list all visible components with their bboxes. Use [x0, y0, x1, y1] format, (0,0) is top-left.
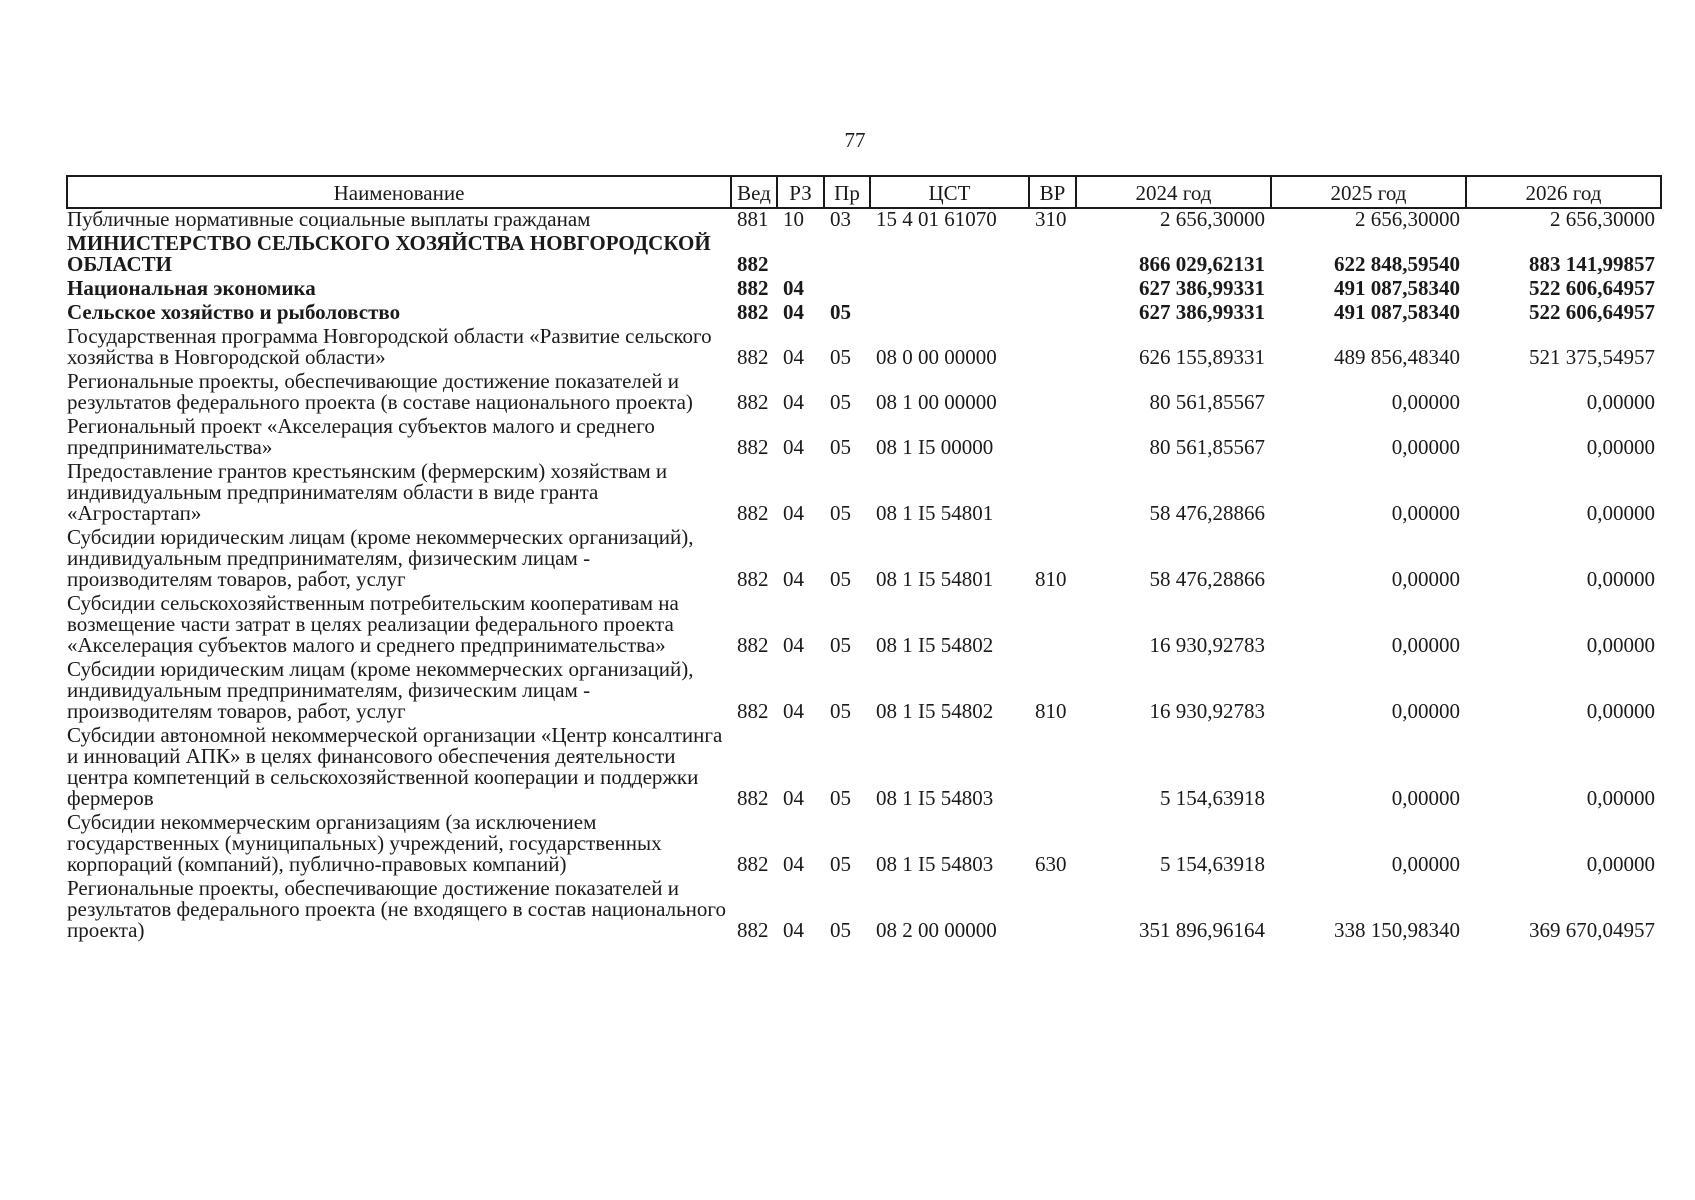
row-pr: 05 — [830, 300, 851, 324]
row-2026: 0,00000 — [1586, 567, 1655, 591]
row-name: Субсидии сельскохозяйственным потребительским кооперативам на возмещение части затрат в целях реализации федерального проекта «Акселерация субъектов малого и среднего предпринимательства» — [67, 591, 679, 657]
row-vr — [1029, 323, 1076, 368]
row-cst: 08 1 I5 54801 — [876, 567, 994, 591]
header-cst: ЦСТ — [870, 176, 1029, 208]
row-name: МИНИСТЕРСТВО СЕЛЬСКОГО ХОЗЯЙСТВА НОВГОРОДСКОЙ ОБЛАСТИ — [67, 231, 711, 276]
row-name: Сельское хозяйство и рыболовство — [67, 300, 401, 324]
header-vr: ВР — [1029, 176, 1076, 208]
row-2024: 16 930,92783 — [1149, 633, 1265, 657]
row-ved: 882 — [737, 345, 769, 369]
row-vr — [1029, 275, 1076, 299]
row-rz: 04 — [783, 918, 804, 942]
row-pr: 05 — [830, 918, 851, 942]
row-vr — [1029, 875, 1076, 941]
row-rz: 04 — [783, 699, 804, 723]
header-rz: РЗ — [777, 176, 824, 208]
row-ved: 882 — [737, 390, 769, 414]
row-2025: 0,00000 — [1391, 852, 1460, 876]
row-pr: 03 — [830, 207, 851, 231]
row-2024: 80 561,85567 — [1149, 435, 1265, 459]
row-ved: 882 — [737, 567, 769, 591]
row-2025: 0,00000 — [1391, 501, 1460, 525]
row-rz: 04 — [783, 390, 804, 414]
row-ved: 882 — [737, 252, 769, 276]
row-cst: 08 2 00 00000 — [876, 918, 997, 942]
row-ved: 882 — [737, 435, 769, 459]
row-pr: 05 — [830, 501, 851, 525]
row-2026: 521 375,54957 — [1529, 345, 1655, 369]
row-rz: 04 — [783, 567, 804, 591]
row-name: Региональные проекты, обеспечивающие достижение показателей и результатов федерального проекта (в составе национального проекта) — [67, 369, 693, 414]
row-name: Предоставление грантов крестьянским (фермерским) хозяйствам и индивидуальным предпринимателям области в виде гранта «Агростартап» — [67, 459, 668, 525]
row-2025: 491 087,58340 — [1334, 276, 1460, 300]
table-row — [67, 458, 1661, 524]
row-2025: 0,00000 — [1391, 567, 1460, 591]
row-rz: 04 — [783, 345, 804, 369]
row-cst — [870, 299, 1029, 323]
row-rz: 04 — [783, 501, 804, 525]
header-2026: 2026 год — [1466, 176, 1661, 208]
row-2026: 522 606,64957 — [1529, 276, 1655, 300]
row-ved: 882 — [737, 276, 769, 300]
row-cst — [870, 230, 1029, 275]
table-row — [67, 413, 1661, 458]
row-2025: 0,00000 — [1391, 390, 1460, 414]
table-row — [67, 368, 1661, 413]
row-vr — [1029, 368, 1076, 413]
row-2025: 338 150,98340 — [1334, 918, 1460, 942]
row-name: Национальная экономика — [67, 276, 316, 300]
row-rz: 04 — [783, 633, 804, 657]
row-ved: 882 — [737, 300, 769, 324]
header-pr: Пр — [824, 176, 870, 208]
table-row — [67, 722, 1661, 809]
row-rz: 04 — [783, 435, 804, 459]
row-ved: 882 — [737, 699, 769, 723]
row-2025: 622 848,59540 — [1334, 252, 1460, 276]
table-row — [67, 323, 1661, 368]
row-name: Субсидии автономной некоммерческой организации «Центр консалтинга и инноваций АПК» в целях финансового обеспечения деятельности центра компетенций в сельскохозяйственной кооперации и поддержки фермеров — [67, 723, 723, 810]
row-ved: 881 — [737, 207, 769, 231]
table-row — [67, 809, 1661, 875]
table-row — [67, 524, 1661, 590]
row-pr: 05 — [830, 567, 851, 591]
row-2024: 626 155,89331 — [1139, 345, 1265, 369]
row-ved: 882 — [737, 918, 769, 942]
row-2026: 0,00000 — [1586, 786, 1655, 810]
header-row — [67, 176, 1661, 208]
row-2025: 491 087,58340 — [1334, 300, 1460, 324]
row-pr: 05 — [830, 345, 851, 369]
row-2026: 0,00000 — [1586, 390, 1655, 414]
row-rz: 04 — [783, 276, 804, 300]
row-vr — [1029, 299, 1076, 323]
row-pr: 05 — [830, 786, 851, 810]
row-2025: 0,00000 — [1391, 435, 1460, 459]
row-2026: 0,00000 — [1586, 435, 1655, 459]
row-rz — [777, 230, 824, 275]
table-row — [67, 208, 1661, 230]
row-2024: 16 930,92783 — [1149, 699, 1265, 723]
table-row — [67, 275, 1661, 299]
row-vr: 310 — [1035, 207, 1067, 231]
table-row — [67, 230, 1661, 275]
row-name: Субсидии юридическим лицам (кроме некоммерческих организаций), индивидуальным предпринимателям, физическим лицам - производителям товаров, работ, услуг — [67, 657, 694, 723]
row-2025: 2 656,30000 — [1355, 207, 1460, 231]
row-2025: 489 856,48340 — [1334, 345, 1460, 369]
row-ved: 882 — [737, 852, 769, 876]
header-ved: Вед — [731, 176, 777, 208]
row-name: Государственная программа Новгородской области «Развитие сельского хозяйства в Новгородской области» — [67, 324, 712, 369]
header-name: Наименование — [67, 176, 731, 208]
row-name: Публичные нормативные социальные выплаты гражданам — [67, 207, 591, 231]
row-2026: 369 670,04957 — [1529, 918, 1655, 942]
row-cst: 08 1 I5 54802 — [876, 699, 994, 723]
row-cst: 15 4 01 61070 — [876, 207, 997, 231]
row-ved: 882 — [737, 501, 769, 525]
row-2025: 0,00000 — [1391, 633, 1460, 657]
row-2024: 80 561,85567 — [1149, 390, 1265, 414]
row-pr: 05 — [830, 852, 851, 876]
row-2024: 627 386,99331 — [1139, 300, 1265, 324]
row-2026: 0,00000 — [1586, 852, 1655, 876]
row-name: Региональные проекты, обеспечивающие достижение показателей и результатов федерального проекта (не входящего в состав национального проекта) — [67, 876, 726, 942]
row-2025: 0,00000 — [1391, 699, 1460, 723]
row-cst: 08 0 00 00000 — [876, 345, 997, 369]
row-vr — [1029, 413, 1076, 458]
row-ved: 882 — [737, 786, 769, 810]
row-pr: 05 — [830, 390, 851, 414]
row-rz: 04 — [783, 786, 804, 810]
row-cst: 08 1 I5 54802 — [876, 633, 994, 657]
row-cst: 08 1 00 00000 — [876, 390, 997, 414]
row-cst: 08 1 I5 54801 — [876, 501, 994, 525]
row-cst: 08 1 I5 00000 — [876, 435, 994, 459]
row-vr — [1029, 458, 1076, 524]
row-name: Региональный проект «Акселерация субъектов малого и среднего предпринимательства» — [67, 414, 655, 459]
row-2026: 2 656,30000 — [1550, 207, 1655, 231]
page-number: 77 — [844, 128, 866, 152]
table-row — [67, 299, 1661, 323]
row-2025: 0,00000 — [1391, 786, 1460, 810]
row-rz: 10 — [783, 207, 804, 231]
row-cst: 08 1 I5 54803 — [876, 786, 994, 810]
row-cst: 08 1 I5 54803 — [876, 852, 994, 876]
table-row — [67, 590, 1661, 656]
row-rz: 04 — [783, 852, 804, 876]
row-ved: 882 — [737, 633, 769, 657]
row-vr — [1029, 722, 1076, 809]
row-2024: 58 476,28866 — [1149, 567, 1265, 591]
row-rz: 04 — [783, 300, 804, 324]
row-2024: 866 029,62131 — [1139, 252, 1265, 276]
row-2026: 0,00000 — [1586, 501, 1655, 525]
table-row — [67, 656, 1661, 722]
row-name: Субсидии юридическим лицам (кроме некоммерческих организаций), индивидуальным предпринимателям, физическим лицам - производителям товаров, работ, услуг — [67, 525, 694, 591]
row-2026: 883 141,99857 — [1529, 252, 1655, 276]
row-2024: 2 656,30000 — [1160, 207, 1265, 231]
budget-table — [66, 175, 1662, 941]
row-2026: 0,00000 — [1586, 633, 1655, 657]
row-2026: 0,00000 — [1586, 699, 1655, 723]
row-vr — [1029, 230, 1076, 275]
row-vr: 810 — [1035, 567, 1067, 591]
row-2024: 5 154,63918 — [1160, 852, 1265, 876]
header-2025: 2025 год — [1271, 176, 1466, 208]
table-row — [67, 875, 1661, 941]
row-2024: 58 476,28866 — [1149, 501, 1265, 525]
header-2024: 2024 год — [1076, 176, 1271, 208]
row-2024: 627 386,99331 — [1139, 276, 1265, 300]
row-pr: 05 — [830, 633, 851, 657]
row-vr — [1029, 590, 1076, 656]
row-2024: 5 154,63918 — [1160, 786, 1265, 810]
row-vr: 630 — [1035, 852, 1067, 876]
row-pr — [824, 275, 870, 299]
row-pr — [824, 230, 870, 275]
row-2024: 351 896,96164 — [1139, 918, 1265, 942]
row-vr: 810 — [1035, 699, 1067, 723]
row-cst — [870, 275, 1029, 299]
row-name: Субсидии некоммерческим организациям (за исключением государственных (муниципальных) учреждений, государственных корпораций (компаний), публично-правовых компаний) — [67, 810, 662, 876]
row-pr: 05 — [830, 699, 851, 723]
row-pr: 05 — [830, 435, 851, 459]
row-2026: 522 606,64957 — [1529, 300, 1655, 324]
